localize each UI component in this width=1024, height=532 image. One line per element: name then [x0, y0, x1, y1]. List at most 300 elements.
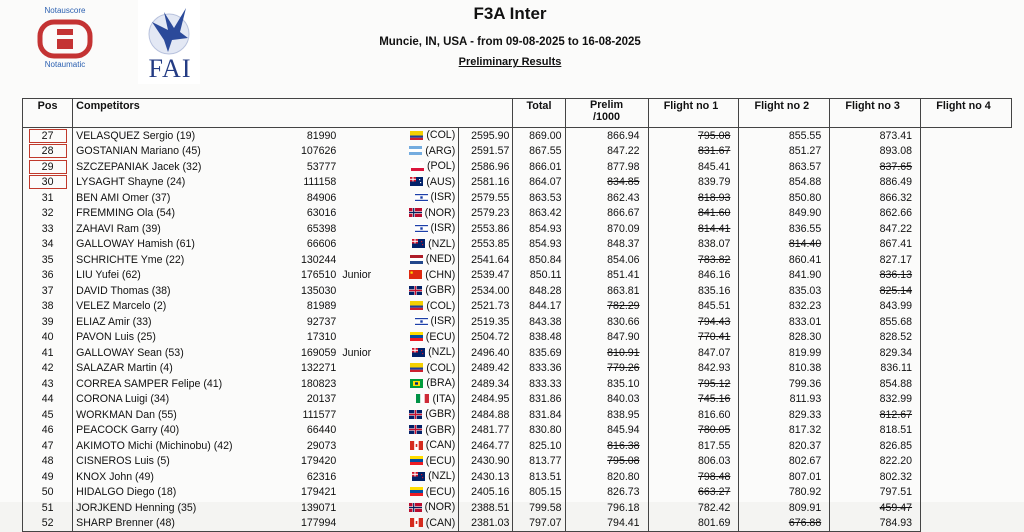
col-header-prelim: Prelim /1000 [565, 99, 648, 128]
nation-wrap [412, 237, 455, 251]
flight-3-score: 811.93 [739, 392, 830, 408]
total-score: 2430.13 [459, 469, 513, 485]
pos-cell [23, 237, 73, 253]
table-row [23, 283, 1012, 299]
pos-cell [23, 407, 73, 423]
prelim-score: 850.11 [513, 268, 565, 284]
nation-wrap [415, 190, 456, 204]
table-row [23, 376, 1012, 392]
pos-cell [23, 221, 73, 237]
total-score: 2581.16 [459, 175, 513, 191]
event-class-title: F3A Inter [473, 4, 547, 23]
nation-cell [384, 237, 459, 253]
flight-3-score: 855.55 [739, 128, 830, 144]
position-number: 29 [29, 160, 67, 174]
flag-icon [409, 208, 422, 217]
nation-code: (GBR) [425, 423, 456, 436]
nation-cell [384, 175, 459, 191]
nation-cell [384, 330, 459, 346]
nation-code: (ISR) [430, 222, 456, 234]
nation-wrap [410, 485, 455, 499]
flag-icon [410, 177, 423, 186]
flight-4-score: 802.32 [830, 469, 921, 485]
flight-1-score: 847.90 [565, 330, 648, 346]
nation-wrap [410, 175, 455, 189]
fai-logo [138, 0, 200, 84]
junior-class [339, 159, 384, 175]
total-score: 2541.64 [459, 252, 513, 268]
flight-1-score: 796.18 [565, 500, 648, 516]
nation-wrap [415, 221, 456, 235]
pos-cell [23, 175, 73, 191]
nation-code: (ECU) [425, 454, 456, 467]
table-row [23, 206, 1012, 222]
prelim-score: 863.53 [513, 190, 565, 206]
flight-2-score: 806.03 [648, 454, 739, 470]
nation-wrap [411, 159, 455, 173]
position-number: 50 [41, 486, 54, 499]
flight-3-score: 802.67 [739, 454, 830, 470]
flight-4-score: 886.49 [830, 175, 921, 191]
flight-1-score: 845.94 [565, 423, 648, 439]
flag-icon [410, 441, 423, 450]
license-number: 130244 [300, 253, 337, 266]
flight-1-score: 862.43 [565, 190, 648, 206]
flight-4-score: 854.88 [830, 376, 921, 392]
position-number: 34 [41, 238, 54, 251]
flight-4-score: 893.08 [830, 144, 921, 160]
flight-4-score: 837.65 [830, 159, 921, 175]
competitor-name: CISNEROS Luis (5) [73, 454, 286, 470]
flight-4-score: 825.14 [830, 283, 921, 299]
results-table [22, 98, 1012, 532]
nation-code: (NZL) [428, 237, 456, 250]
flag-icon [410, 332, 423, 341]
table-row [23, 345, 1012, 361]
flight-4-score: 828.52 [830, 330, 921, 346]
junior-class [339, 128, 384, 144]
nation-cell [384, 190, 459, 206]
flight-3-score: 829.33 [739, 407, 830, 423]
nation-code: (COL) [426, 129, 456, 141]
flight-2-score: 816.60 [648, 407, 739, 423]
flight-3-score: 832.23 [739, 299, 830, 315]
total-score: 2484.88 [459, 407, 513, 423]
total-score: 2481.77 [459, 423, 513, 439]
flag-icon [416, 394, 429, 403]
competitor-name: HIDALGO Diego (18) [73, 485, 286, 501]
junior-class [339, 438, 384, 454]
license-number: 17310 [306, 331, 337, 344]
nation-cell [384, 500, 459, 516]
nation-code: (AUS) [426, 175, 456, 188]
junior-class [339, 283, 384, 299]
nation-cell [384, 314, 459, 330]
flight-3-score: 817.32 [739, 423, 830, 439]
flag-icon [410, 255, 423, 264]
pos-cell [23, 516, 73, 532]
position-number: 31 [41, 191, 54, 204]
nation-code: (NED) [425, 253, 456, 265]
flight-2-score: 845.41 [648, 159, 739, 175]
flight-1-score: 779.26 [565, 361, 648, 377]
license-number: 132271 [300, 362, 337, 375]
table-row [23, 268, 1012, 284]
position-number: 41 [41, 346, 54, 359]
pos-cell [23, 299, 73, 315]
nation-cell [384, 345, 459, 361]
flag-icon [409, 410, 422, 419]
competitor-name: VELEZ Marcelo (2) [73, 299, 286, 315]
nation-cell [384, 438, 459, 454]
nation-cell [384, 144, 459, 160]
flight-2-score: 780.05 [648, 423, 739, 439]
flight-1-score: 863.81 [565, 283, 648, 299]
table-header-row [23, 99, 1012, 128]
table-row [23, 485, 1012, 501]
flight-1-score: 877.98 [565, 159, 648, 175]
pos-cell [23, 500, 73, 516]
flight-3-score: 835.03 [739, 283, 830, 299]
nation-wrap [409, 144, 455, 158]
junior-class [339, 407, 384, 423]
position-number: 37 [41, 284, 54, 297]
flight-1-score: 870.09 [565, 221, 648, 237]
flag-icon [410, 518, 423, 527]
competitor-name: SZCZEPANIAK Jacek (32) [73, 159, 286, 175]
competitor-name: AKIMOTO Michi (Michinobu) (42) [73, 438, 286, 454]
flight-2-score: 838.07 [648, 237, 739, 253]
flight-4-score: 827.17 [830, 252, 921, 268]
competitor-name: BEN AMI Omer (37) [73, 190, 286, 206]
flight-1-score: 810.91 [565, 345, 648, 361]
pos-cell [23, 376, 73, 392]
prelim-score: 833.33 [513, 376, 565, 392]
nation-wrap [410, 454, 455, 468]
nation-code: (ECU) [425, 485, 456, 498]
prelim-score: 863.42 [513, 206, 565, 222]
junior-class [339, 314, 384, 330]
competitor-name: GOSTANIAN Mariano (45) [73, 144, 286, 160]
flight-2-score: 794.43 [648, 314, 739, 330]
flight-4-score: 855.68 [830, 314, 921, 330]
prelim-score: 835.69 [513, 345, 565, 361]
nation-wrap [410, 361, 455, 375]
flight-3-score: 814.40 [739, 237, 830, 253]
flag-icon [410, 487, 423, 496]
nation-cell [384, 252, 459, 268]
prelim-score: 813.51 [513, 469, 565, 485]
license-number: 63016 [306, 207, 337, 220]
nation-code: (NOR) [424, 501, 456, 513]
nation-cell [384, 376, 459, 392]
nation-wrap [410, 252, 455, 266]
pos-cell [23, 423, 73, 439]
nation-cell [384, 283, 459, 299]
flight-4-score: 867.41 [830, 237, 921, 253]
total-score: 2504.72 [459, 330, 513, 346]
flight-2-score: 795.08 [648, 128, 739, 144]
flight-1-score: 795.08 [565, 454, 648, 470]
col-header-competitors: Competitors [73, 99, 513, 128]
license-number: 66440 [306, 424, 337, 437]
prelim-score: 869.00 [513, 128, 565, 144]
pos-cell [23, 438, 73, 454]
flag-icon [412, 348, 425, 357]
flag-icon [409, 286, 422, 295]
flight-4-score: 832.99 [830, 392, 921, 408]
position-number: 42 [41, 362, 54, 375]
nation-wrap [409, 423, 455, 437]
nation-wrap [410, 438, 455, 452]
pos-cell [23, 206, 73, 222]
pos-cell [23, 454, 73, 470]
flag-icon [412, 472, 425, 481]
flight-2-score: 663.27 [648, 485, 739, 501]
flight-4-score: 826.85 [830, 438, 921, 454]
flight-1-score: 820.80 [565, 469, 648, 485]
results-header [330, 0, 690, 68]
flag-icon [410, 363, 423, 372]
junior-class [339, 485, 384, 501]
flag-icon [415, 224, 428, 233]
nation-code: (BRA) [426, 377, 456, 389]
license-number: 62316 [306, 470, 337, 483]
total-score: 2521.73 [459, 299, 513, 315]
total-score: 2381.03 [459, 516, 513, 532]
nation-code: (ARG) [425, 144, 456, 157]
nation-cell [384, 128, 459, 144]
table-row [23, 144, 1012, 160]
flight-1-score: 851.41 [565, 268, 648, 284]
flight-4-score: 836.11 [830, 361, 921, 377]
prelim-score: 844.17 [513, 299, 565, 315]
flight-4-score: 459.47 [830, 500, 921, 516]
notauscore-logo [30, 2, 100, 72]
flight-2-score: 842.93 [648, 361, 739, 377]
flight-3-score: 809.91 [739, 500, 830, 516]
nation-code: (ITA) [432, 392, 456, 405]
prelim-score: 850.84 [513, 252, 565, 268]
table-row [23, 299, 1012, 315]
flag-icon [409, 270, 422, 279]
competitor-name: CORONA Luigi (34) [73, 392, 286, 408]
nation-cell [384, 299, 459, 315]
flag-icon [415, 193, 428, 202]
nation-cell [384, 454, 459, 470]
flight-4-score: 822.20 [830, 454, 921, 470]
table-row [23, 330, 1012, 346]
flight-1-score: 816.38 [565, 438, 648, 454]
nation-cell [384, 485, 459, 501]
flight-2-score: 835.16 [648, 283, 739, 299]
table-row [23, 438, 1012, 454]
competitor-name: FREMMING Ola (54) [73, 206, 286, 222]
nation-code: (POL) [426, 160, 456, 172]
prelim-score: 830.80 [513, 423, 565, 439]
flight-1-score: 840.03 [565, 392, 648, 408]
position-number: 39 [41, 315, 54, 328]
flag-icon [410, 456, 423, 465]
col-header-pos: Pos [23, 99, 73, 128]
license-number: 139071 [300, 501, 337, 514]
total-score: 2388.51 [459, 500, 513, 516]
license-number: 65398 [306, 222, 337, 235]
pos-cell [23, 469, 73, 485]
junior-class: Junior [342, 269, 372, 282]
junior-class [339, 454, 384, 470]
junior-class [339, 330, 384, 346]
junior-class [339, 175, 384, 191]
col-header-flight-2: Flight no 2 [739, 99, 830, 128]
pos-cell [23, 252, 73, 268]
license-number: 81989 [306, 300, 337, 313]
nation-cell [384, 268, 459, 284]
flight-4-score: 836.13 [830, 268, 921, 284]
prelim-score: 831.84 [513, 407, 565, 423]
total-score: 2579.23 [459, 206, 513, 222]
flight-4-score: 843.99 [830, 299, 921, 315]
license-number: 135030 [300, 284, 337, 297]
position-number: 49 [41, 470, 54, 483]
flight-2-score: 795.12 [648, 376, 739, 392]
flight-2-score: 847.07 [648, 345, 739, 361]
col-header-total: Total [513, 99, 565, 128]
nation-wrap [410, 516, 455, 530]
flight-4-score: 818.51 [830, 423, 921, 439]
flight-3-score: 854.88 [739, 175, 830, 191]
total-score: 2553.85 [459, 237, 513, 253]
nation-code: (CAN) [425, 516, 456, 529]
flight-3-score: 863.57 [739, 159, 830, 175]
license-number: 20137 [306, 393, 337, 406]
nation-code: (ISR) [430, 191, 456, 203]
nation-wrap [412, 469, 455, 483]
junior-class [339, 516, 384, 532]
flight-4-score: 873.41 [830, 128, 921, 144]
flight-1-score: 854.06 [565, 252, 648, 268]
nation-code: (GBR) [425, 284, 456, 296]
flight-2-score: 814.41 [648, 221, 739, 237]
flight-3-score: 799.36 [739, 376, 830, 392]
position-number: 36 [41, 269, 54, 282]
position-number: 46 [41, 424, 54, 437]
flight-2-score: 782.42 [648, 500, 739, 516]
position-number: 28 [29, 144, 67, 158]
table-row [23, 407, 1012, 423]
col-header-flight-4: Flight no 4 [921, 99, 1012, 128]
competitor-name: LYSAGHT Shayne (24) [73, 175, 286, 191]
flight-3-score: 836.55 [739, 221, 830, 237]
position-number: 35 [41, 253, 54, 266]
flag-icon [409, 503, 422, 512]
nation-cell [384, 407, 459, 423]
nation-wrap [410, 128, 455, 142]
flag-icon [410, 301, 423, 310]
competitor-name: KNOX John (49) [73, 469, 286, 485]
junior-class: Junior [342, 346, 372, 359]
position-number: 30 [29, 175, 67, 189]
pos-cell [23, 485, 73, 501]
position-number: 52 [41, 517, 54, 530]
flag-icon [410, 379, 423, 388]
flight-3-score: 841.90 [739, 268, 830, 284]
flight-2-score: 817.55 [648, 438, 739, 454]
nation-cell [384, 206, 459, 222]
pos-cell [23, 314, 73, 330]
nation-wrap [410, 330, 455, 344]
license-number: 169059 [300, 346, 337, 359]
license-number: 176510 [300, 269, 337, 282]
total-score: 2430.90 [459, 454, 513, 470]
nation-wrap [415, 314, 456, 328]
fai-logo-text: FAI [148, 54, 192, 83]
license-number: 66606 [306, 238, 337, 251]
position-number: 38 [41, 300, 54, 313]
prelim-score: 854.93 [513, 237, 565, 253]
flight-2-score: 845.51 [648, 299, 739, 315]
junior-class [339, 252, 384, 268]
competitor-name: GALLOWAY Hamish (61) [73, 237, 286, 253]
flight-2-score: 818.93 [648, 190, 739, 206]
total-score: 2586.96 [459, 159, 513, 175]
license-number: 81990 [306, 129, 337, 142]
total-score: 2489.42 [459, 361, 513, 377]
flight-3-score: 860.41 [739, 252, 830, 268]
flight-3-score: 819.99 [739, 345, 830, 361]
flight-2-score: 783.82 [648, 252, 739, 268]
flight-2-score: 839.79 [648, 175, 739, 191]
flight-3-score: 676.88 [739, 516, 830, 532]
table-row [23, 237, 1012, 253]
flight-1-score: 826.73 [565, 485, 648, 501]
license-number: 179420 [300, 455, 337, 468]
table-row [23, 469, 1012, 485]
pos-cell [23, 159, 73, 175]
nation-wrap [416, 392, 455, 406]
flag-icon [410, 131, 423, 140]
nation-cell [384, 159, 459, 175]
prelim-score: 843.38 [513, 314, 565, 330]
nation-code: (NZL) [428, 346, 456, 358]
flag-icon [409, 425, 422, 434]
flight-3-score: 807.01 [739, 469, 830, 485]
prelim-score: 866.01 [513, 159, 565, 175]
prelim-score: 854.93 [513, 221, 565, 237]
flag-icon [415, 317, 428, 326]
total-score: 2519.35 [459, 314, 513, 330]
pos-cell [23, 190, 73, 206]
license-number: 53777 [306, 160, 337, 173]
position-number: 33 [41, 222, 54, 235]
competitor-name: ZAHAVI Ram (39) [73, 221, 286, 237]
nation-wrap [412, 345, 455, 359]
junior-class [339, 144, 384, 160]
competitor-name: DAVID Thomas (38) [73, 283, 286, 299]
position-number: 40 [41, 331, 54, 344]
flight-3-score: 780.92 [739, 485, 830, 501]
nation-cell [384, 361, 459, 377]
flight-3-score: 833.01 [739, 314, 830, 330]
nation-cell [384, 516, 459, 532]
total-score: 2591.57 [459, 144, 513, 160]
license-number: 29073 [306, 439, 337, 452]
flight-1-score: 847.22 [565, 144, 648, 160]
flight-1-score: 782.29 [565, 299, 648, 315]
junior-class [339, 237, 384, 253]
junior-class [339, 423, 384, 439]
table-row [23, 221, 1012, 237]
